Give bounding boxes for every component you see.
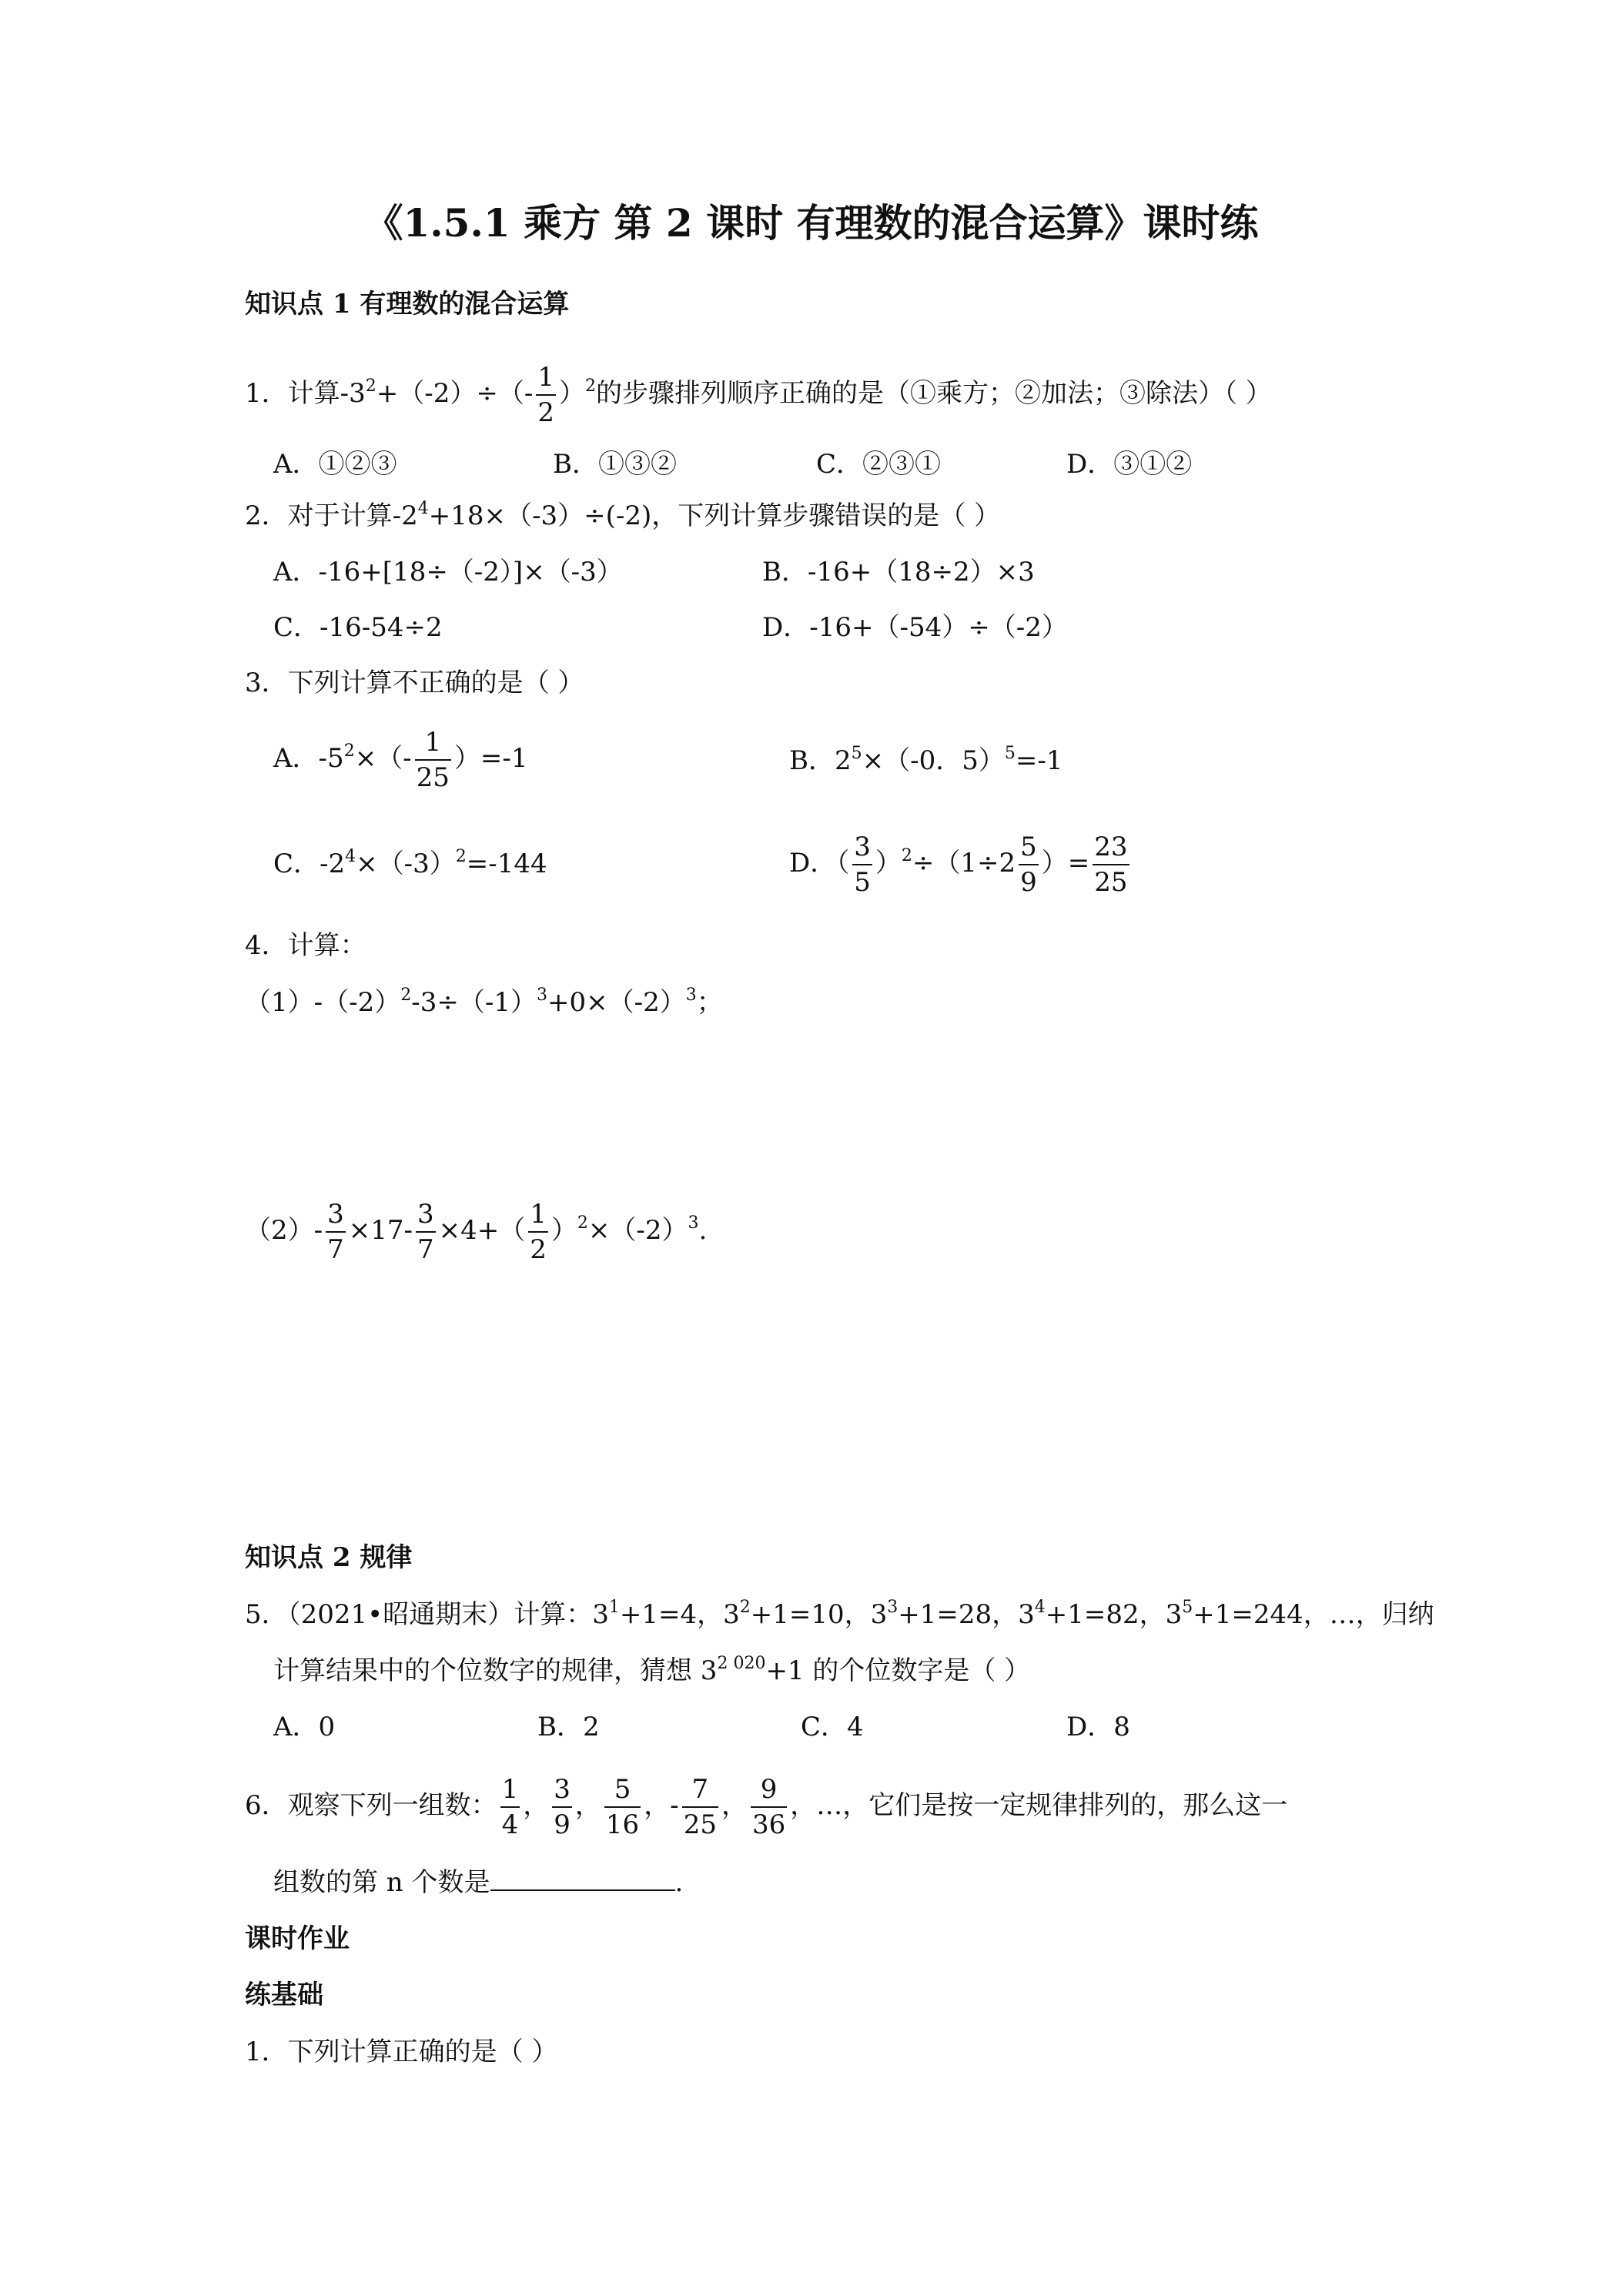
- fraction: $\frac{1}{25}$: [416, 727, 450, 793]
- question-5-option-b[interactable]: B．2: [537, 1712, 600, 1742]
- question-5-stem: 5．（2021•昭通期末）计算：$3^1+1=4$，$3^2+1=10$，$3^3+1=28$，$3^4+1=82$，$3^5+1=244$，…，归纳: [245, 1598, 1434, 1630]
- question-4-part-2: （2）- $\frac{3}{7}$ ×17- $\frac{3}{7}$ ×4+（ $\frac{1}{2}$ ）$^2\times(-2)^3$.: [245, 1199, 708, 1265]
- question-1-option-b[interactable]: B．①③②: [553, 449, 677, 480]
- fraction: $\frac{5}{16}$: [605, 1774, 640, 1840]
- fraction: $\frac{1}{2}$: [537, 362, 554, 428]
- fraction: $\frac{23}{25}$: [1094, 832, 1128, 898]
- fraction: $\frac{3}{7}$: [327, 1199, 344, 1265]
- question-5-stem-line-2: 计算结果中的个位数字的规律，猜想 $3^{2 020}+1$ 的个位数字是（ ）: [273, 1654, 1031, 1686]
- answer-blank[interactable]: [490, 1863, 675, 1891]
- homework-subheading: 练基础: [245, 1980, 323, 2010]
- page-title: 《1.5.1 乘方 第 2 课时 有理数的混合运算》课时练: [364, 200, 1259, 246]
- question-1-option-c[interactable]: C．②③①: [816, 449, 942, 480]
- question-3-option-a[interactable]: A．$-5^2\times(-$ $\frac{1}{25}$ ）=-1: [273, 727, 528, 793]
- question-4-part-1: $(1)-(-2)^2-3\div(-1)^3+0\times(-2)^3$；: [245, 986, 723, 1018]
- homework-heading: 课时作业: [245, 1923, 350, 1954]
- fraction: $\frac{3}{9}$: [554, 1774, 571, 1840]
- question-5-option-a[interactable]: A．0: [273, 1712, 336, 1742]
- question-2-option-a[interactable]: A．-16+[18÷（-2）]×（-3）: [273, 557, 623, 587]
- fraction: $\frac{1}{4}$: [501, 1774, 519, 1840]
- question-2-stem: 2．对于计算$-2^4+18\times(-3)\div(-2)$，下列计算步骤错误的是（ ）: [245, 499, 1001, 531]
- question-5-option-d[interactable]: D．8: [1066, 1712, 1130, 1742]
- question-3-stem: 3．下列计算不正确的是（ ）: [245, 668, 584, 698]
- fraction: $\frac{9}{36}$: [751, 1774, 786, 1840]
- question-1-option-d[interactable]: D．③①②: [1066, 449, 1193, 480]
- homework-question-1-stem: 1．下列计算正确的是（ ）: [245, 2037, 558, 2067]
- question-3-option-c[interactable]: C．$-2^4\times(-3)^2=-144$: [273, 847, 547, 879]
- fraction: $\frac{7}{25}$: [683, 1774, 717, 1840]
- question-3-option-d[interactable]: D．（ $\frac{3}{5}$ ）$^2$÷（1÷2 $\frac{5}{9}$ ）= $\frac{23}{25}$: [789, 832, 1128, 898]
- question-2-option-b[interactable]: B．-16+（18÷2）×3: [762, 557, 1035, 587]
- question-2-option-c[interactable]: C．-16-54÷2: [273, 612, 443, 643]
- fraction: $\frac{1}{2}$: [530, 1199, 547, 1265]
- question-4-stem: 4．计算：: [245, 930, 366, 961]
- question-1-stem: 1．计算$-3^2+(-2)\div(-$ $\frac{1}{2}$ ）$^2$的步骤排列顺序正确的是（①乘方；②加法；③除法）（ ）: [245, 362, 1272, 428]
- section-2-heading: 知识点 2 规律: [245, 1542, 413, 1573]
- question-5-option-c[interactable]: C．4: [801, 1712, 864, 1742]
- question-6-stem: 6．观察下列一组数： $\frac{1}{4}$ ， $\frac{3}{9}$ ， $\frac{5}{16}$ ，- $\frac{7}{25}$ ， $\frac{9}{36}$ ，…，它们是按一定规律排列的，那么这一: [245, 1774, 1288, 1840]
- question-6-stem-line-2: 组数的第 n 个数是 .: [273, 1863, 683, 1902]
- fraction: $\frac{3}{5}$: [854, 832, 871, 898]
- fraction: $\frac{5}{9}$: [1020, 832, 1037, 898]
- question-1-option-a[interactable]: A．①②③: [273, 449, 397, 480]
- fraction: $\frac{3}{7}$: [417, 1199, 434, 1265]
- question-2-option-d[interactable]: D．-16+（-54）÷（-2）: [762, 612, 1068, 643]
- question-3-option-b[interactable]: B．$2^5\times(-0$．5）$^5$=-1: [789, 744, 1063, 776]
- section-1-heading: 知识点 1 有理数的混合运算: [245, 289, 570, 320]
